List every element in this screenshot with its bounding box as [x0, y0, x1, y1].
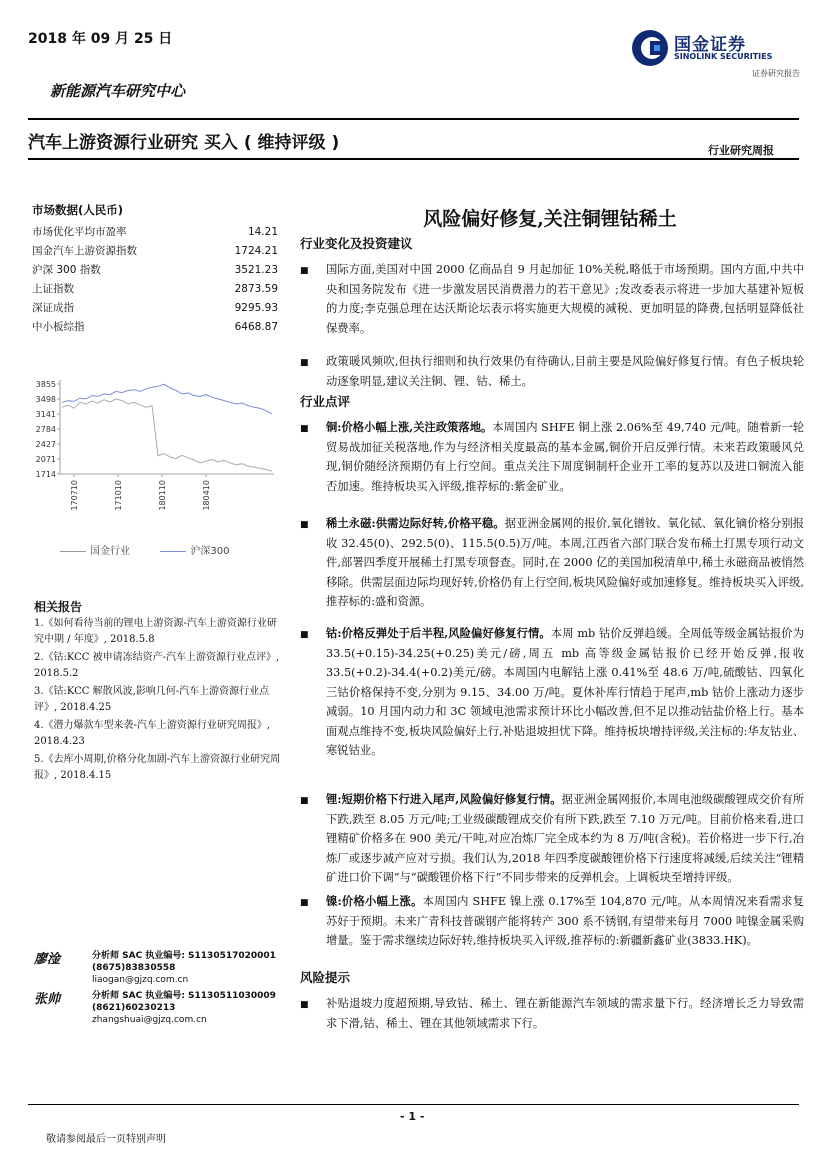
analyst-name: 张帅	[34, 992, 61, 1007]
market-row-value: 1724.21	[234, 244, 278, 257]
square-bullet-icon: ■	[300, 520, 309, 530]
paragraph-risk: 补贴退坡力度超预期,导致钴、稀土、锂在新能源汽车领域的需求量下行。经济增长乏力导致需求下滑,钴、稀土、锂在其他领域需求下行。	[326, 997, 804, 1030]
square-bullet-icon: ■	[300, 898, 309, 908]
y-tick-label: 3498	[35, 395, 56, 405]
analyst-sac-id: 分析师 SAC 执业编号: S1130517020001	[92, 951, 276, 961]
market-row-label: 市场优化平均市盈率	[32, 226, 127, 238]
square-bullet-icon: ■	[300, 796, 309, 806]
x-tick-label: 170710	[70, 480, 79, 511]
disclaimer-note: 敬请参阅最后一页特别声明	[46, 1134, 166, 1145]
analyst-contact	[92, 950, 292, 986]
related-reports-list	[34, 616, 284, 786]
legend-label-industry: 国金行业	[90, 546, 130, 557]
market-row-value: 2873.59	[234, 282, 278, 295]
y-tick-label: 1714	[35, 470, 56, 479]
market-row-label: 中小板综指	[32, 321, 85, 333]
paragraph-cobalt	[326, 624, 804, 761]
report-type: 行业研究周报	[708, 144, 774, 157]
analyst-name: 廖淦	[34, 952, 61, 967]
market-row	[28, 298, 280, 317]
legend-label-hs300: 沪深300	[190, 546, 230, 557]
lithium-lead: 锂:短期价格下行进入尾声,风险偏好修复行情。	[326, 792, 562, 806]
copper-body: 本周国内 SHFE 铜上涨 2.06%至 49,740 元/吨。随着新一轮贸易战加征关税落地,作为与经济相关度最高的基本金属,铜价开启反弹行情。未来若政策暖风兑现,铜价随经济预期仍有上行空间。重点关注下周度铜制杆企业开工率的复苏以及进口铜流入能否加速。维持板块买入评级,推荐标的:紫金矿业。	[326, 421, 805, 493]
paragraph-lithium	[326, 790, 804, 888]
header-divider-bottom	[28, 158, 799, 160]
research-center: 新能源汽车研究中心	[50, 82, 186, 100]
report-headline: 风险偏好修复,关注铜锂钴稀土	[423, 208, 677, 230]
market-row-label: 上证指数	[32, 283, 74, 295]
analyst-sac-id: 分析师 SAC 执业编号: S1130511030009	[92, 991, 276, 1001]
x-tick-label: 180110	[158, 480, 167, 511]
analyst-phone: (8621)60230213	[92, 1003, 176, 1013]
paragraph-international: 国际方面,美国对中国 2000 亿商品自 9 月起加征 10%关税,略低于市场预期。国内方面,中共中央和国务院发布《进一步激发居民消费潜力的若干意见》;发改委表示将进一步加大基建补短板的力度;李克强总理在达沃斯论坛表示将实施更大规模的减税、更加明显的降费,包括明显降低社保费率。	[326, 263, 804, 335]
paragraph-copper	[326, 418, 804, 496]
market-row-label: 深证成指	[32, 302, 74, 314]
analyst-email[interactable]: zhangshuai@gjzq.com.cn	[92, 1015, 207, 1025]
legend-swatch-industry	[60, 551, 86, 552]
copper-lead: 铜:价格小幅上涨,关注政策落地。	[326, 420, 493, 434]
paragraph-rare-earth	[326, 514, 804, 612]
brand-name-en: SINOLINK SECURITIES	[674, 52, 773, 61]
paragraph-policy: 政策暖风频吹,但执行细则和执行效果仍有待确认,目前主要是风险偏好修复行情。有色子板块轮动逐象明显,建议关注铜、锂、钴、稀土。	[326, 355, 804, 388]
section-heading-risk: 风险提示	[300, 970, 351, 985]
page-title: 汽车上游资源行业研究 买入 ( 维持评级 )	[28, 133, 340, 153]
chart-legend	[60, 542, 229, 557]
related-report-item[interactable]: 5.《去库小周期,价格分化加剧-汽车上游资源行业研究周报》, 2018.4.15	[34, 754, 281, 781]
lithium-body: 据亚洲金属网报价,本周电池级碳酸锂成交价有所下跌,跌至 8.05 万元/吨;工业级碳酸锂成交价有所下跌,跌至 7.10 万元/吨。目前价格来看,进口锂精矿价格多在 900 美元/干吨,对应冶炼厂完全成本约为 8 万/吨(含税)。若价格进一步下行,冶炼厂或逐步减产应对亏损。我们认为,2018 年四季度碳酸锂价格下行速度将减缓,后续关注“锂精矿进口价下调”与“碳酸锂价格下行”不同步带来的反弹机会。上调板块至增持评级。	[326, 793, 805, 884]
market-row-value: 14.21	[247, 225, 278, 238]
market-row-value: 3521.23	[234, 263, 278, 276]
analyst-phone: (8675)83830558	[92, 963, 176, 973]
related-report-item[interactable]: 1.《如何看待当前的锂电上游资源-汽车上游资源行业研究中期 / 年度》, 2018.5.8	[34, 618, 277, 645]
market-row	[28, 317, 280, 336]
footer-divider	[28, 1104, 799, 1105]
market-data-heading: 市场数据(人民币)	[32, 203, 124, 217]
market-row	[28, 260, 280, 279]
nickel-lead: 镍:价格小幅上涨。	[326, 894, 423, 908]
market-row-label: 沪深 300 指数	[32, 264, 101, 276]
series-line-industry	[62, 399, 272, 471]
square-bullet-icon: ■	[300, 1000, 309, 1010]
y-tick-label: 3141	[35, 410, 56, 420]
square-bullet-icon: ■	[300, 266, 309, 276]
market-row-value: 6468.87	[234, 320, 278, 333]
legend-swatch-hs300	[160, 551, 186, 552]
related-report-item[interactable]: 3.《钴:KCC 解散风波,影响几何-汽车上游资源行业点评》, 2018.4.25	[34, 686, 270, 713]
analyst-email[interactable]: liaogan@gjzq.com.cn	[92, 975, 189, 985]
market-row	[28, 222, 280, 241]
header-divider-top	[28, 118, 799, 120]
brand-subtitle: 证券研究报告	[752, 69, 800, 78]
cobalt-body: 本周 mb 钴价反弹趋缓。全周低等级金属钴报价为 33.5(+0.15)-34.25(+0.25)美元/磅,周五 mb 高等级金属钴报价已经开始反弹,报收 33.5(+0.2)-34.4(+0.2)美元/磅。本周国内电解钴上涨 0.41%至 48.6 万/吨,硫酸钴、四氧化三钴价格保持不变,分别为 9.15、34.00 万/吨。夏休补库行情趋于尾声,mb 钴价上涨动力逐步减弱。10 月国内动力和 3C 领域电池需求预计环比小幅改善,但不足以推动钴盐价格上行。基本面观点维持不变,板块风险偏好上行,补贴退坡担忧下降。维持板块增持评级,关注标的:华友钴业、寒锐钴业。	[326, 627, 804, 757]
cobalt-lead: 钴:价格反弹处于后半程,风险偏好修复行情。	[326, 626, 551, 640]
market-row	[28, 241, 280, 260]
rare-earth-body: 据亚洲金属网的报价,氧化镨钕、氧化铽、氧化镝价格分别报收 32.45(0)、292.5(0)、115.5(0.5)万/吨。本周,江西省六部门联合发布稀土打黑专项行动文件,部署四季度开展稀土打黑专项督查。同时,在 2000 亿的美国加税清单中,稀土永磁商品被悄然移除。供需层面边际均现好转,价格仍有上行空间,板块风险偏好或加速修复。维持板块买入评级,推荐标的:盛和资源。	[326, 517, 804, 608]
market-row-value: 9295.93	[234, 301, 278, 314]
sinolink-logo-icon	[630, 28, 670, 68]
rare-earth-lead: 稀土永磁:供需边际好转,价格平稳。	[326, 516, 505, 530]
y-tick-label: 2427	[35, 440, 56, 450]
paragraph-nickel	[326, 892, 804, 951]
y-tick-label: 2784	[35, 425, 56, 435]
series-line-hs300	[62, 384, 272, 414]
market-row-label: 国金汽车上游资源指数	[32, 245, 137, 257]
analyst-contact	[92, 990, 292, 1026]
section-heading-investment: 行业变化及投资建议	[300, 236, 413, 251]
page-number: - 1 -	[400, 1110, 425, 1123]
market-row	[28, 279, 280, 298]
y-tick-label: 2071	[35, 454, 56, 464]
square-bullet-icon: ■	[300, 630, 309, 640]
related-report-item[interactable]: 4.《潜力爆款车型来袭-汽车上游资源行业研究周报》, 2018.4.23	[34, 720, 271, 747]
related-report-item[interactable]: 2.《钴:KCC 被申请冻结资产-汽车上游资源行业点评》, 2018.5.2	[34, 652, 280, 679]
brand-name-cn: 国金证券	[674, 35, 746, 55]
related-reports-heading: 相关报告	[34, 600, 83, 614]
x-tick-label: 180410	[202, 480, 211, 511]
x-tick-label: 171010	[114, 480, 123, 511]
section-heading-review: 行业点评	[300, 394, 351, 409]
market-data-panel	[28, 202, 280, 336]
square-bullet-icon: ■	[300, 424, 309, 434]
report-date: 2018 年 09 月 25 日	[28, 31, 173, 47]
nickel-body: 本周国内 SHFE 镍上涨 0.17%至 104,870 元/吨。从本周情况来看需求复苏好于预期。未来广青科技普碳钢产能将转产 300 系不锈钢,有望带来每月 7000 吨镍金属采购增量。鉴于需求继续边际好转,维持板块买入评级,推荐标的:新疆新鑫矿业(3833.HK)。	[326, 895, 804, 947]
y-tick-label: 3855	[35, 380, 56, 389]
square-bullet-icon: ■	[300, 358, 309, 368]
